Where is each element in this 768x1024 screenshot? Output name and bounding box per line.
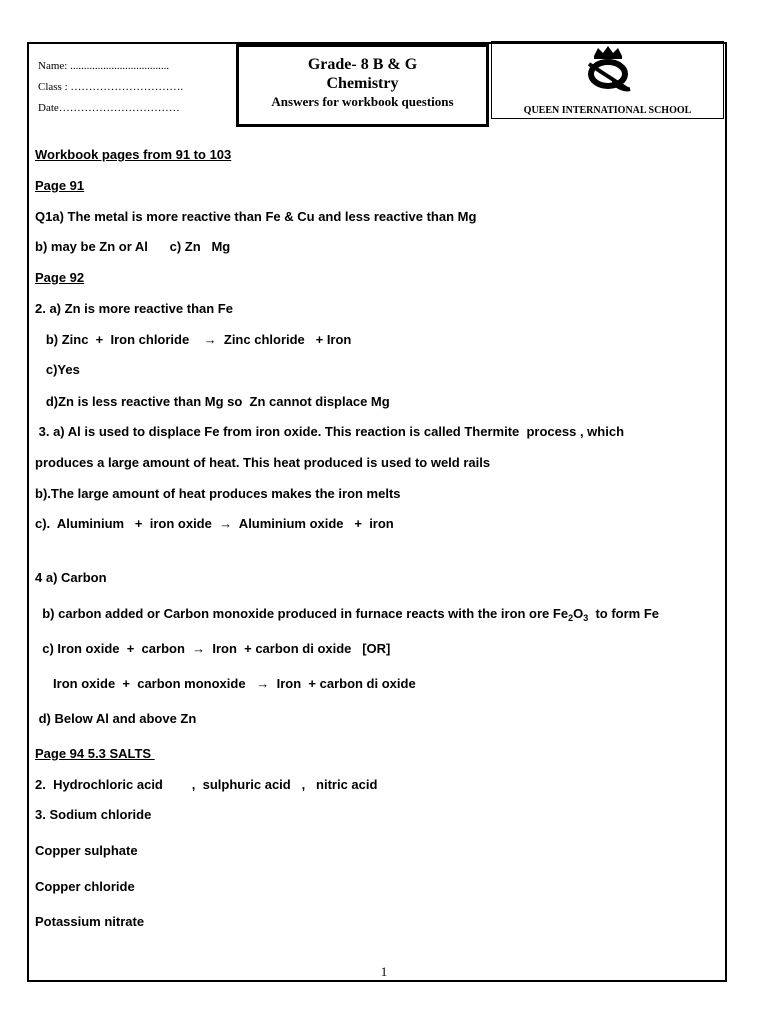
answer-salts-3: 3. Sodium chloride [35,807,152,822]
answer-q4d: d) Below Al and above Zn [35,711,197,726]
q4b-oxygen: O [573,606,584,621]
answer-q2a: 2. a) Zn is more reactive than Fe [35,301,233,316]
answer-q1b: b) may be Zn or Al c) Zn Mg [35,239,231,254]
salt-potassium-nitrate: Potassium nitrate [35,914,145,929]
student-info-block [38,56,183,119]
page-border [27,42,727,982]
answer-q4c: c) Iron oxide + carbon → Iron + carbon di oxide [OR] [35,641,391,656]
salt-copper-chloride: Copper chloride [35,879,135,894]
answer-q3b: b).The large amount of heat produces makes the iron melts [35,486,401,501]
crown-q-logo-icon [492,45,723,97]
answer-q4b [35,606,659,623]
page-91-heading: Page 91 [35,178,85,193]
page-94-heading: Page 94 5.3 SALTS [35,746,155,761]
name-line: Name: .................................... [38,60,170,72]
title-box [236,44,489,127]
page-92-heading: Page 92 [35,270,85,285]
school-name: QUEEN INTERNATIONAL SCHOOL [523,105,692,116]
answer-q3a-line1: 3. a) Al is used to displace Fe from iron oxide. This reaction is called Thermite process , which [35,424,625,439]
subject-title: Chemistry [326,75,399,92]
answer-q3a-line2: produces a large amount of heat. This heat produced is used to weld rails [35,455,491,470]
answer-q1a: Q1a) The metal is more reactive than Fe & Cu and less reactive than Mg [35,209,477,224]
grade-title: Grade- 8 B & G [307,56,418,73]
workbook-pages-heading: Workbook pages from 91 to 103 [35,147,232,162]
q4b-text: b) carbon added or Carbon monoxide produced in furnace reacts with the iron ore Fe [35,606,569,621]
page-number: 1 [380,964,388,979]
school-logo-box [491,41,724,119]
q4b-subscript-2: 2 [568,613,574,623]
q4b-subscript-3: 3 [583,613,589,623]
document-description: Answers for workbook questions [271,94,454,109]
answer-salts-2: 2. Hydrochloric acid , sulphuric acid , nitric acid [35,777,378,792]
answer-q2c: c)Yes [35,362,80,377]
answer-q4a: 4 a) Carbon [35,570,107,585]
answer-q3c: c). Aluminium + iron oxide → Aluminium oxide + iron [35,516,394,531]
date-line: Date…………………………… [38,102,180,114]
q4b-text-end: to form Fe [588,606,660,621]
class-line: Class : …………………………. [38,81,184,93]
salt-copper-sulphate: Copper sulphate [35,843,138,858]
answer-q2b: b) Zinc + Iron chloride → Zinc chloride + Iron [35,332,352,347]
answer-q2d: d)Zn is less reactive than Mg so Zn cannot displace Mg [35,394,390,409]
answer-q4c-alt: Iron oxide + carbon monoxide → Iron + carbon di oxide [35,676,416,691]
